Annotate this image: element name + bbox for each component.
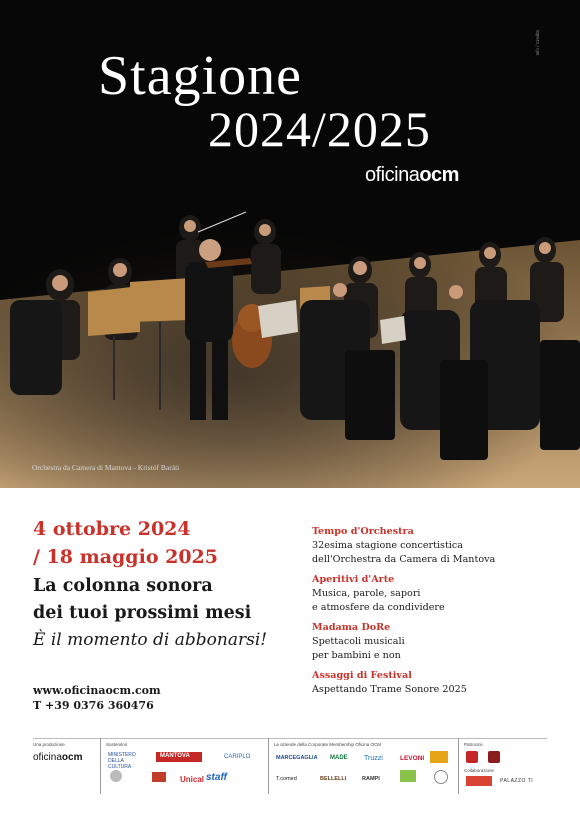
truzzi-logo[interactable]: Truzzi [364,755,383,762]
bellelli-logo[interactable]: BELLELLI [320,776,347,782]
event-list [312,525,572,703]
cariplo-logo[interactable]: CARIPLO [224,754,251,760]
photo-credit: Orchestra da Camera di Mantova - Kristóf Baráti [32,463,180,472]
event-item [312,669,572,697]
vertical-credit: Info / Credits [535,30,540,56]
event-desc: Aspettando Trame Sonore 2025 [312,684,467,695]
tagline-line2: dei tuoi prossimi mesi [33,603,252,623]
foundation-logo-icon [152,772,166,782]
footer-separator [100,738,101,794]
end-date: / 18 maggio 2025 [33,546,218,568]
event-title: Madama DoRe [312,622,391,633]
producer-label: Una produzione [33,742,65,747]
coat-of-arms-icon [466,751,478,763]
footer-separator [458,738,459,794]
collab-logo [466,776,492,786]
mantova-logo[interactable]: MANTOVA [160,753,190,759]
event-title: Assaggi di Festival [312,670,412,681]
unical-logo[interactable]: Unical [180,775,205,784]
tcomed-logo[interactable]: T.comed [276,776,297,782]
made-logo[interactable]: MADE [330,755,348,761]
producer-logo-light: oficina [33,752,62,763]
event-desc: per bambini e non [312,650,401,661]
staff-logo[interactable]: staff [206,772,227,783]
footer-divider [33,738,547,739]
subscribe-call-to-action: È il momento di abbonarsi! [33,630,268,650]
start-date: 4 ottobre 2024 [33,518,191,540]
collab-label: Collaborazione [464,768,495,773]
seal-icon [110,770,122,782]
levoni-logo[interactable]: LEVONI [400,755,425,762]
marcegaglia-logo[interactable]: MARCEGAGLIA [276,755,318,761]
rampi-logo[interactable]: RAMPI [362,776,380,782]
event-desc: Spettacoli musicali [312,636,405,647]
palazzo-te-logo[interactable]: PALAZZO TI [500,778,534,784]
tagline [33,573,251,627]
contact-info [33,683,161,713]
producer-logo-bold: ocm [61,752,83,763]
circle-brand-logo [434,770,448,784]
producer-logo[interactable] [33,752,82,763]
supporters-label: Sostenitori [106,742,128,747]
logo-bold-part: ocm [419,164,459,186]
season-years: 2024/2025 [208,101,431,157]
event-item [312,525,572,567]
season-title: Stagione [98,45,302,107]
colorful-brand-logo [430,751,448,763]
event-desc: e atmosfere da condividere [312,602,445,613]
event-item [312,573,572,615]
event-desc: Musica, parole, sapori [312,588,421,599]
members-label: Le aziende della Corporate Membership Oficina OCM [274,742,382,747]
website-link[interactable]: www.oficinaocm.com [33,684,161,697]
event-title: Tempo d'Orchestra [312,526,414,537]
tagline-line1: La colonna sonora [33,576,213,596]
phone-number[interactable]: T +39 0376 360476 [33,699,154,712]
event-title: Aperitivi d'Arte [312,574,395,585]
footer-separator [268,738,269,794]
event-desc: dell'Orchestra da Camera di Mantova [312,554,496,565]
patrons-label: Patrocinii [464,742,483,747]
ministry-logo[interactable]: MINISTERO DELLA CULTURA [108,752,136,770]
green-brand-logo [400,770,416,782]
season-dates [33,515,218,571]
oficina-ocm-logo[interactable] [365,164,459,187]
event-desc: 32esima stagione concertistica [312,540,463,551]
shield-icon [488,751,500,763]
event-item [312,621,572,663]
logo-light-part: oficina [365,164,420,186]
